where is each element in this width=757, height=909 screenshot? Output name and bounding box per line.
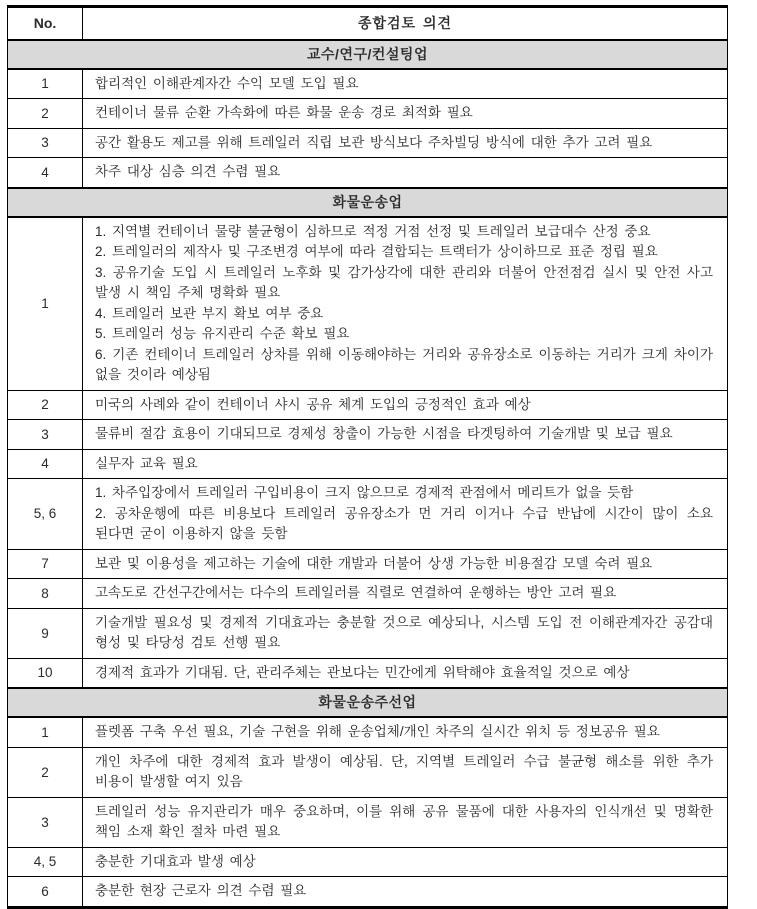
table-row [8, 579, 727, 609]
table-row [8, 391, 727, 421]
row-opinion [83, 579, 727, 608]
table-row [8, 848, 727, 878]
table-header-row [8, 8, 727, 41]
opinion-line: 공간 활용도 제고를 위해 트레일러 직립 보관 방식보다 주차빌딩 방식에 대한 추가 고려 필요 [95, 134, 653, 150]
row-number: 4, 5 [8, 848, 83, 877]
table-row [8, 450, 727, 480]
opinion-line: 기술개발 필요성 및 경제적 기대효과는 충분할 것으로 예상되나, 시스템 도입 전 이해관계자간 공감대 형성 및 타당성 검토 선행 필요 [95, 614, 713, 650]
table-row [8, 99, 727, 129]
opinion-line: 5. 트레일러 성능 유지관리 수준 확보 필요 [95, 326, 350, 341]
row-number: 1 [8, 70, 83, 99]
opinion-line: 충분한 현장 근로자 의견 수렴 필요 [95, 883, 307, 898]
row-number: 3 [8, 420, 83, 449]
row-opinion [83, 99, 727, 128]
section-header-3: 화물운송주선업 [8, 687, 727, 718]
table-row [8, 550, 727, 580]
opinion-line: 3. 공유기술 도입 시 트레일러 노후화 및 감가상각에 대한 관리와 더불어 안전점검 실시 및 안전 사고 발생 시 책임 주체 명확화 필요 [95, 264, 713, 300]
row-number: 8 [8, 579, 83, 608]
row-opinion [83, 877, 727, 906]
column-header-no: No. [8, 8, 83, 39]
table-row [8, 420, 727, 450]
row-opinion [83, 70, 727, 99]
opinion-line: 고속도로 간선구간에서는 다수의 트레일러를 직렬로 연결하여 운행하는 방안 고려 필요 [95, 585, 617, 600]
row-opinion [83, 450, 727, 479]
table-row [8, 877, 727, 906]
review-opinion-table [7, 5, 728, 909]
opinion-line: 1. 차주입장에서 트레일러 구입비용이 크지 않으므로 경제적 관점에서 메리트가 없을 듯함 [95, 485, 634, 500]
row-number: 3 [8, 798, 83, 847]
table-row [8, 218, 727, 391]
row-opinion [83, 129, 727, 158]
row-number: 5, 6 [8, 479, 83, 549]
row-opinion [83, 609, 727, 658]
row-opinion [83, 158, 727, 187]
opinion-line: 2. 트레일러의 제작사 및 구조변경 여부에 따라 결합되는 트랙터가 상이하므로 표준 정립 필요 [95, 244, 658, 259]
row-number: 2 [8, 99, 83, 128]
row-opinion [83, 748, 727, 797]
opinion-line: 물류비 절감 효용이 기대되므로 경제성 창출이 가능한 시점을 타겟팅하여 기술개발 및 보급 필요 [95, 426, 673, 441]
row-number: 9 [8, 609, 83, 658]
opinion-line: 경제적 효과가 기대됨. 단, 관리주체는 관보다는 민간에게 위탁해야 효율적일 것으로 예상 [95, 664, 630, 680]
row-opinion [83, 550, 727, 579]
table-row [8, 609, 727, 659]
row-number: 4 [8, 450, 83, 479]
column-header-opinion: 종합검토 의견 [357, 15, 453, 31]
table-body [8, 41, 727, 906]
opinion-line: 2. 공차운행에 따른 비용보다 트레일러 공유장소가 먼 거리 이거나 수급 반납에 시간이 많이 소요 된다면 굳이 이용하지 않을 듯함 [95, 505, 713, 541]
table-row [8, 158, 727, 188]
table-row [8, 479, 727, 550]
row-opinion [83, 420, 727, 449]
opinion-line: 개인 차주에 대한 경제적 효과 발생이 예상됨. 단, 지역별 트레일러 수급 불균형 해소를 위한 추가 비용이 발생할 여지 있음 [95, 753, 713, 789]
row-number: 6 [8, 877, 83, 906]
opinion-line: 미국의 사례와 같이 컨테이너 샤시 공유 체계 도입의 긍정적인 효과 예상 [95, 396, 531, 412]
row-number: 4 [8, 158, 83, 187]
row-number: 2 [8, 748, 83, 797]
row-opinion [83, 479, 727, 549]
row-opinion [83, 391, 727, 420]
table-row [8, 659, 727, 689]
table-row [8, 748, 727, 798]
table-row [8, 70, 727, 100]
opinion-line: 플렛폼 구축 우선 필요, 기술 구현을 위해 운송업체/개인 차주의 실시간 위치 등 정보공유 필요 [95, 724, 660, 739]
row-number: 7 [8, 550, 83, 579]
table-row [8, 718, 727, 748]
row-opinion [83, 798, 727, 847]
row-opinion [83, 218, 727, 390]
section-header-1: 교수/연구/컨설팅업 [8, 41, 727, 70]
row-number: 2 [8, 391, 83, 420]
opinion-line: 합리적인 이해관계자간 수익 모델 도입 필요 [95, 75, 359, 91]
opinion-line: 차주 대상 심층 의견 수렴 필요 [95, 164, 281, 179]
opinion-line: 1. 지역별 컨테이너 물량 불균형이 심하므로 적정 거점 선정 및 트레일러 보급대수 산정 중요 [95, 223, 651, 239]
table-row [8, 129, 727, 159]
row-number: 1 [8, 218, 83, 390]
row-opinion [83, 848, 727, 877]
opinion-line: 컨테이너 물류 순환 가속화에 따른 화물 운송 경로 최적화 필요 [95, 105, 473, 120]
row-number: 3 [8, 129, 83, 158]
opinion-line: 보관 및 이용성을 제고하는 기술에 대한 개발과 더불어 상생 가능한 비용절감 모델 숙려 필요 [95, 555, 653, 571]
opinion-line: 충분한 기대효과 발생 예상 [95, 853, 256, 869]
row-opinion [83, 718, 727, 747]
row-number: 1 [8, 718, 83, 747]
row-opinion [83, 659, 727, 688]
opinion-line: 6. 기존 컨테이너 트레일러 상차를 위해 이동해야하는 거리와 공유장소로 이동하는 거리가 크게 차이가 없을 것이라 예상됨 [95, 346, 713, 382]
opinion-line: 트레일러 성능 유지관리가 매우 중요하며, 이를 위해 공유 물품에 대한 사용자의 인식개선 및 명확한 책임 소재 확인 절차 마련 필요 [95, 803, 713, 839]
section-header-2: 화물운송업 [8, 187, 727, 218]
row-number: 10 [8, 659, 83, 688]
opinion-line: 4. 트레일러 보관 부지 확보 여부 중요 [95, 305, 324, 321]
opinion-line: 실무자 교육 필요 [95, 455, 198, 471]
table-row [8, 798, 727, 848]
